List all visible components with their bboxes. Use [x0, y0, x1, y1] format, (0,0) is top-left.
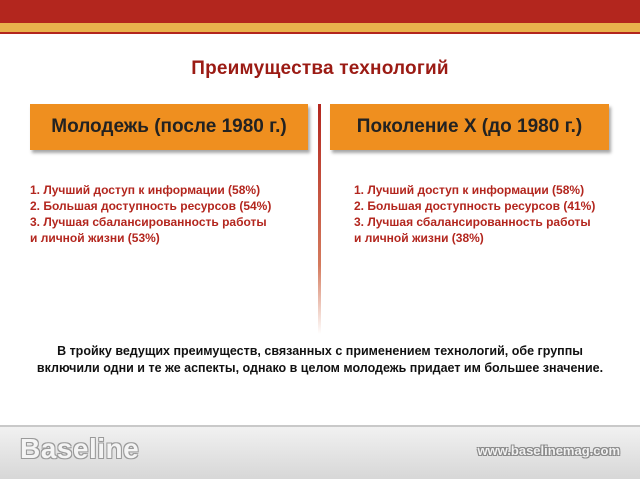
list-item: 2. Большая доступность ресурсов (41%) [354, 199, 596, 213]
website-url: www.baselinemag.com [477, 443, 620, 458]
list-item: 1. Лучший доступ к информации (58%) [354, 183, 585, 197]
left-column-header-label: Молодежь (после 1980 г.) [51, 116, 287, 137]
top-banner-stripe [0, 23, 640, 32]
summary-text [30, 343, 610, 377]
list-item: 3. Лучшая сбалансированность работы [354, 215, 591, 229]
left-benefits-list [30, 182, 300, 246]
top-banner-line [0, 32, 640, 34]
column-divider [318, 104, 321, 334]
baseline-logo: Baseline [20, 433, 140, 464]
summary-line: включили одни и те же аспекты, однако в целом молодежь придает им большее значение. [36, 361, 604, 375]
right-column-header [330, 104, 609, 150]
list-item: и личной жизни (53%) [30, 231, 160, 245]
list-item: 2. Большая доступность ресурсов (54%) [30, 199, 272, 213]
left-column-header [30, 104, 308, 150]
list-item: 3. Лучшая сбалансированность работы [30, 215, 267, 229]
list-item: и личной жизни (38%) [354, 231, 484, 245]
slide-title: Преимущества технологий [191, 58, 449, 79]
right-column-header-label: Поколение X (до 1980 г.) [356, 116, 583, 137]
top-banner-band [0, 0, 640, 23]
right-benefits-list [354, 182, 614, 246]
list-item: 1. Лучший доступ к информации (58%) [30, 183, 261, 197]
summary-line: В тройку ведущих преимуществ, связанных с применением технологий, обе группы [57, 344, 583, 358]
